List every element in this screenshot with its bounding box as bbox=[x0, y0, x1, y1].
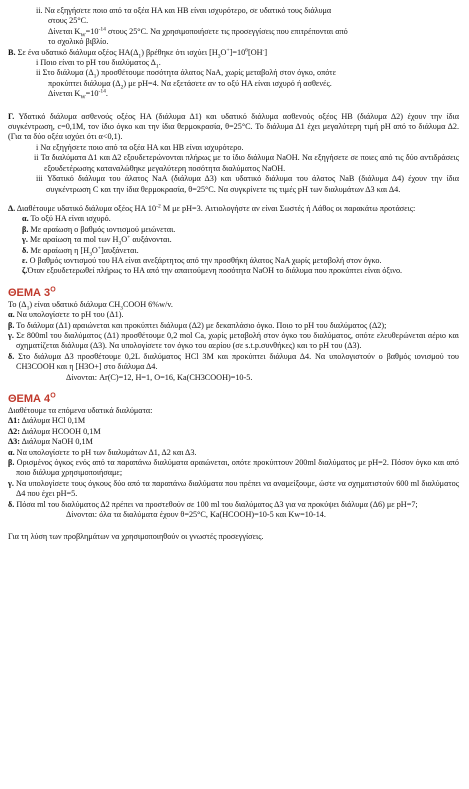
given-kw-line2: το σχολικό βιβλίο. bbox=[48, 37, 109, 47]
theme-4-b: β. Ορισμένος όγκος ενός από τα παραπάνω διαλύματα αραιώνεται, οπότε προκύπτουν 200ml διαλύματος με pH=2. Πόσον όγκο και από ποιο διάλυμα χρησιμοποιήσαμε; bbox=[8, 458, 459, 478]
theme-4-intro: Διαθέτουμε τα επόμενα υδατικά διαλύματα: bbox=[8, 406, 153, 415]
section-b-ii-line2: προκύπτει διάλυμα $(\Delta_2)$ με pH=4. Να εξετάσετε αν το οξύ ΗΑ είναι ισχυρό ή ασθενές. bbox=[48, 78, 332, 91]
section-g-i: i Να εξηγήσετε ποιο από τα οξέα ΗΑ και ΗΒ είναι ισχυρότερο. bbox=[36, 142, 244, 152]
theme-3-g: γ. Σε 800ml του διαλύματος (Δ1) προσθέτουμε 0,2 mol Ca, χωρίς μεταβολή στον όγκο του διαλύματος, οπότε ελευθερώνεται αέριο και σχηματίζεται διάλυμα (Δ3). Να υπολογίσετε τον όγκο του αερίου (σε s.t.p.συνθήκες) και το pH του (Δ3). bbox=[8, 330, 459, 351]
theme-4-a: α. Να υπολογίσετε το pH των διαλυμάτων Δ1, Δ2 και Δ3. bbox=[8, 447, 197, 457]
section-d-e: ε. Ο βαθμός ιοντισμού του ΗΑ είναι ανεξάρτητος από την προσθήκη άλατος NaA χωρίς μεταβολή στον όγκο. bbox=[22, 255, 382, 265]
section-g-statement: Γ. Υδατικό διάλυμα ασθενούς οξέος ΗΑ (διάλυμα Δ1) και υδατικό διάλυμα ασθενούς οξέος ΗΒ (διάλυμα Δ2) έχουν την ίδια συγκέντρωση, c=0,1M, τον ίδιο όγκο και την ίδια θερμοκρασία, θ=25°C. Το διάλυμα Δ1 έχει μεγαλύτερη τιμή pH από το διάλυμα Δ2. (Για τα δύο οξέα ισχύει ότι α<0,1). bbox=[8, 111, 459, 142]
theme-3-intro: Το $(\Delta_1)$ είναι υδατικό διάλυμα $CH_3COOH$ 6%w/v. bbox=[8, 299, 173, 312]
theme-3-d: δ. Στο διάλυμα Δ3 προσθέτουμε 0,2L διαλύματος HCl 3M και προκύπτει διάλυμα Δ4. Να υπολογιστούν ο βαθμός ιονισμού του CH3COOH και η [H3O+] στο διάλυμα Δ4. bbox=[8, 351, 459, 372]
theme-4-g: γ. Να υπολογίσετε τους όγκους δύο από τα παραπάνω διαλύματα που πρέπει να αναμείξουμε, ώστε να σχηματιστούν 600 ml διαλύματος Δ4 που έχει pH=5. bbox=[8, 478, 459, 499]
section-b-ii-line1: ii Στο διάλυμα $(\Delta_1)$ προσθέτουμε ποσότητα άλατος NaA, χωρίς μεταβολή στον όγκο, οπότε bbox=[36, 68, 337, 81]
theme-3-a: α. Να υπολογίσετε το pH του (Δ1). bbox=[8, 310, 124, 320]
section-d-a: α. Το οξύ ΗΑ είναι ισχυρό. bbox=[22, 214, 111, 224]
section-b-i: i Ποιο είναι το pH του διαλύματος $\Delta_1$. bbox=[36, 58, 161, 70]
section-d-statement: Δ. Διαθέτουμε υδατικό διάλυμα οξέος ΗΑ $10^{-2}$ M με pH=3. Αιτιολογήστε αν είναι Σωστές ή Λάθος οι παρακάτω προτάσεις: bbox=[8, 203, 416, 213]
theme-4-d1: Δ1: Διάλυμα HCl 0,1M bbox=[8, 416, 86, 426]
footer-note: Για τη λύση των προβλημάτων να χρησιμοποιηθούν οι γνωστές προσεγγίσεις. bbox=[8, 532, 264, 542]
section-d-z: ζ.Όταν εξουδετερωθεί πλήρως το ΗΑ από την απαιτούμενη ποσότητα NaOH το διάλυμα που προκύπτει είναι όξινο. bbox=[22, 266, 403, 276]
section-g-ii: ii Τα διαλύματα Δ1 και Δ2 εξουδετερώνονται πλήρως με το ίδιο διάλυμα NaOH. Να εξηγήσετε σε ποιες από τις δύο αντιδράσεις εξουδετέρωσης καταναλώθηκε μεγαλύτερη ποσότητα διαλύματος NaOH. bbox=[34, 153, 459, 173]
section-d-d: δ. Με αραίωση η $[H_3O^+]\alpha\upsilon\xi ά\nu\varepsilon\tau\alpha\iota$. bbox=[22, 244, 139, 258]
section-g-iii: iii Υδατικό διάλυμα του άλατος NaA (διάλυμα Δ3) και υδατικό διάλυμα του άλατος NaB (διάλυμα Δ4) έχουν την ίδια συγκέντρωση C και την ίδια θερμοκρασία, θ=25°C. Να συγκρίνετε τις τιμές pH των διαλυμάτων Δ3 και Δ4. bbox=[36, 174, 459, 194]
section-d-b: β. Με αραίωση ο βαθμός ιοντισμού μειώνεται. bbox=[22, 224, 176, 234]
theme-3-heading: ΘΕΜΑ $3^O$ bbox=[8, 286, 56, 299]
section-d-g: γ. Με αραίωση τα mol των $H_3O^+$ αυξάνονται. bbox=[22, 234, 172, 247]
theme-4-heading: ΘΕΜΑ $4^O$ bbox=[8, 392, 56, 405]
question-a-ii-line2: στους 25°C. bbox=[48, 16, 89, 26]
theme-4-given: Δίνονται: όλα τα διαλύματα έχουν θ=25°C, Ka(HCOOH)=10-5 και Kw=10-14. bbox=[66, 510, 326, 520]
theme-4-d2: Δ2: Διάλυμα HCOOH 0,1M bbox=[8, 426, 101, 436]
theme-3-b: β. Το διάλυμα (Δ1) αραιώνεται και προκύπτει διάλυμα (Δ2) με δεκαπλάσιο όγκο. Ποιο το pH του διαλύματος (Δ2); bbox=[8, 320, 387, 330]
theme-3-given: Δίνονται: Ar(C)=12, H=1, O=16, Ka(CH3COOH)=10-5. bbox=[66, 372, 253, 382]
question-a-ii-line1: ii. Να εξηγήσετε ποιο από τα οξέα ΗΑ και ΗΒ είναι ισχυρότερο, σε υδατικό τους διάλυμα bbox=[36, 6, 332, 15]
section-b-statement: Β. Σε ένα υδατικό διάλυμα οξέος $HA(\Delta_1)$ βρέθηκε ότι ισχύει $[H_3O^+]=10^6[OH^-]$ bbox=[8, 46, 268, 60]
given-kw-line: Δίνεται $K_W=10^{-14}$ στους 25°C. Να χρησιμοποιήσετε τις προσεγγίσεις που επιτρέπονται από bbox=[48, 26, 348, 39]
section-b-ii-given: Δίνεται $K_W=10^{-14}$. bbox=[48, 88, 108, 101]
theme-4-d: δ. Πόσα ml του διαλύματος Δ2 πρέπει να προστεθούν σε 100 ml του διαλύματος Δ3 για να προκύψει διάλυμα (Δ6) με pH=7; bbox=[8, 499, 418, 509]
theme-4-d3: Δ3: Διάλυμα NaOH 0,1M bbox=[8, 437, 93, 447]
